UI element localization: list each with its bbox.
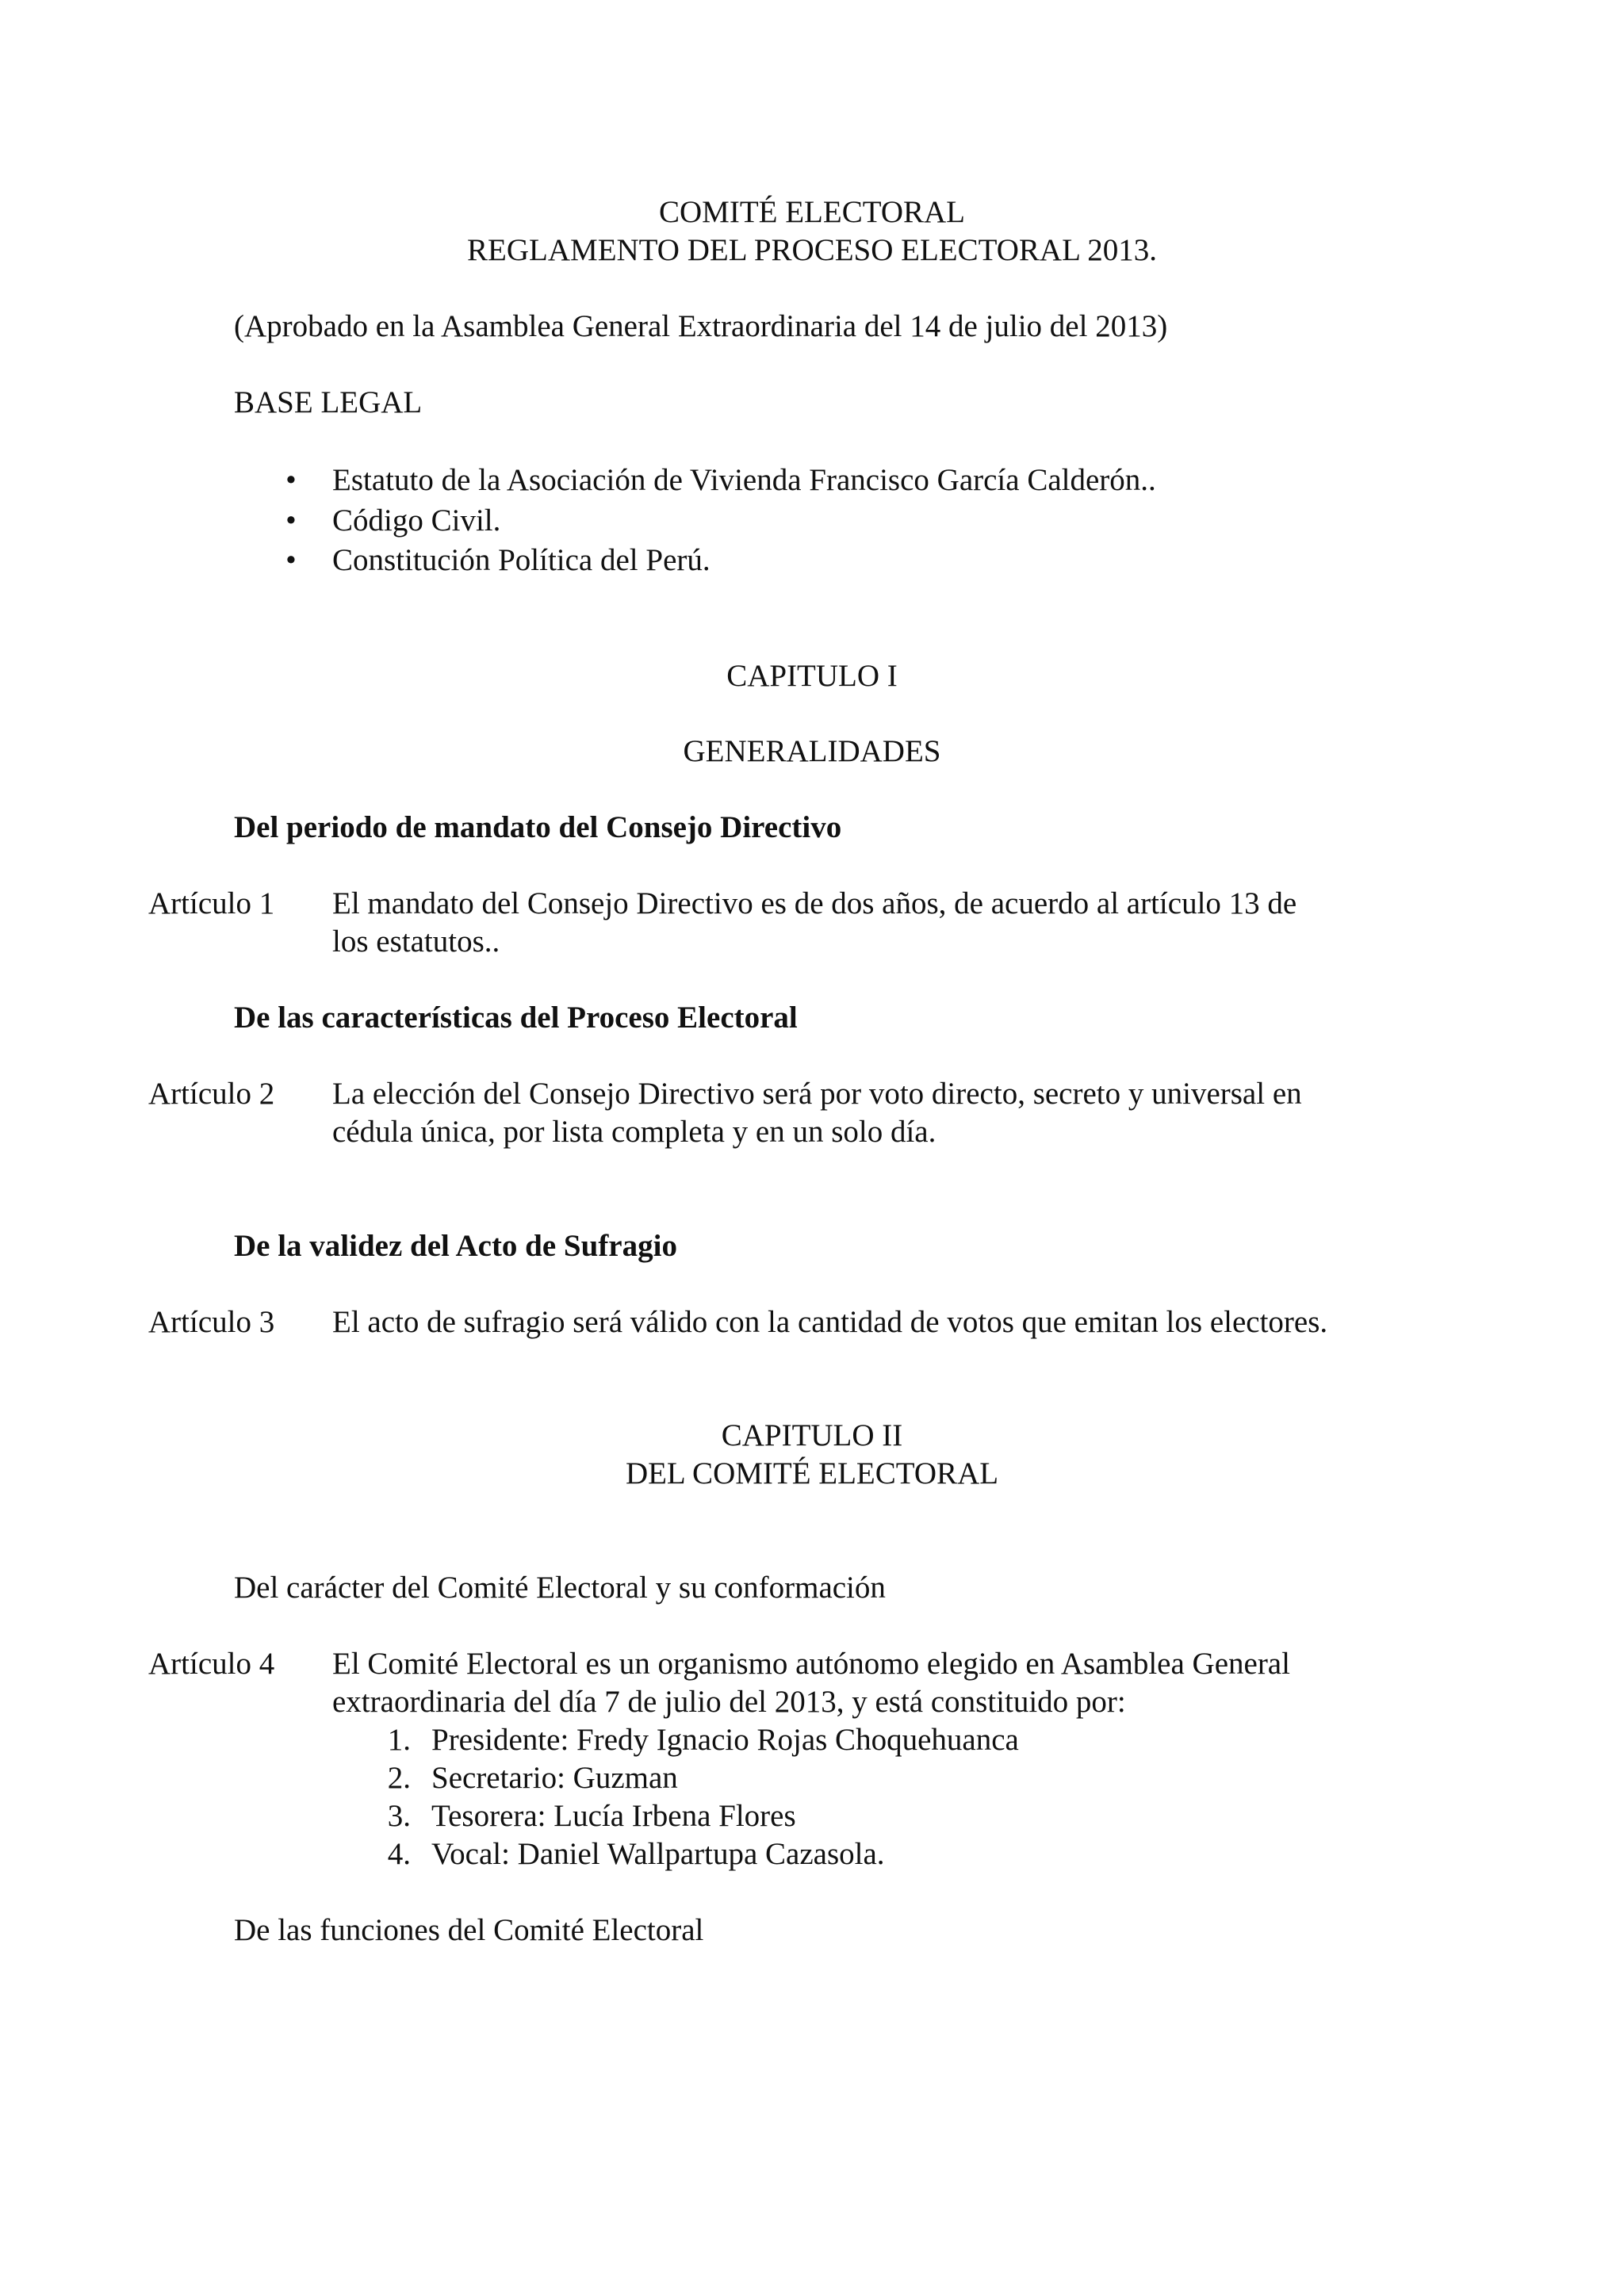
article-label: Artículo 3 <box>148 1305 275 1339</box>
article-text: cédula única, por lista completa y en un solo día. <box>332 1115 936 1149</box>
article-label: Artículo 2 <box>148 1077 275 1111</box>
document-page: COMITÉ ELECTORAL REGLAMENTO DEL PROCESO ELECTORAL 2013. (Aprobado en la Asamblea General Extraordinaria del 14 de julio del 2013) BASE LEGAL • Estatuto de la Asociación de Vivienda Francisco García Calderón.. • Código Civil. • Constitución Política del Perú. CAPITULO I GENERALIDADES Del periodo de mandato del Consejo Directivo Artículo 1 El mandato del Consejo Directivo es de dos años, de acuerdo al artículo 13 de los estatutos.. De las características del Proceso Electoral Artículo 2 La elección del Consejo Directivo será por voto directo, secreto y universal en cédula única, por lista completa y en un solo día. De la validez del Acto de Sufragio Artículo 3 El acto de sufragio será válido con la cantidad de votos que emitan los electores. CAPITULO II DEL COMITÉ ELECTORAL Del carácter del Comité Electoral y su conformación Artículo 4 El Comité Electoral es un organismo autónomo elegido en Asamblea General extraordinaria del día 7 de julio del 2013, y está constituido por: 1. Presidente: Fredy Ignacio Rojas Choquehuanca 2. Secretario: Guzman 3. Tesorera: Lucía Irbena Flores 4. Vocal: Daniel Wallpartupa Cazasola. De las funciones del Comité Electoral <box>0 0 1624 2296</box>
chapter-1-title: CAPITULO I <box>726 659 898 693</box>
bullet-icon <box>282 461 301 500</box>
article-text: El Comité Electoral es un organismo autónomo elegido en Asamblea General <box>332 1647 1290 1681</box>
chapter-2-title: CAPITULO II <box>721 1418 903 1452</box>
article-label: Artículo 4 <box>148 1647 275 1681</box>
member-text: Vocal: Daniel Wallpartupa Cazasola. <box>431 1837 885 1871</box>
list-number: 2. <box>387 1761 411 1795</box>
article-text: La elección del Consejo Directivo será por voto directo, secreto y universal en <box>332 1077 1302 1111</box>
article-label: Artículo 1 <box>148 886 275 920</box>
section-heading: Del periodo de mandato del Consejo Directivo <box>234 810 842 844</box>
article-text: extraordinaria del día 7 de julio del 2013, y está constituido por: <box>332 1685 1126 1719</box>
article-text: El mandato del Consejo Directivo es de dos años, de acuerdo al artículo 13 de <box>332 886 1297 920</box>
list-number: 4. <box>387 1837 411 1871</box>
header-title: COMITÉ ELECTORAL <box>658 195 965 229</box>
member-text: Presidente: Fredy Ignacio Rojas Choquehuanca <box>431 1723 1019 1757</box>
list-number: 1. <box>387 1723 411 1757</box>
article-text: los estatutos.. <box>332 924 500 959</box>
approval-note: (Aprobado en la Asamblea General Extraordinaria del 14 de julio del 2013) <box>234 309 1168 343</box>
chapter-2-subtitle: DEL COMITÉ ELECTORAL <box>625 1456 999 1490</box>
chapter-1-subtitle: GENERALIDADES <box>683 734 941 768</box>
section-heading: De la validez del Acto de Sufragio <box>234 1229 677 1263</box>
article-text: El acto de sufragio será válido con la cantidad de votos que emitan los electores. <box>332 1305 1328 1339</box>
member-text: Tesorera: Lucía Irbena Flores <box>431 1799 796 1833</box>
header-subtitle: REGLAMENTO DEL PROCESO ELECTORAL 2013. <box>467 233 1157 267</box>
section-heading: De las características del Proceso Electoral <box>234 1001 798 1035</box>
section-heading: Del carácter del Comité Electoral y su conformación <box>234 1571 886 1605</box>
bullet-icon <box>282 541 301 580</box>
section-heading: De las funciones del Comité Electoral <box>234 1913 704 1947</box>
base-legal-heading: BASE LEGAL <box>234 385 423 419</box>
list-number: 3. <box>387 1799 411 1833</box>
member-text: Secretario: Guzman <box>431 1761 678 1795</box>
bullet-icon <box>282 501 301 541</box>
